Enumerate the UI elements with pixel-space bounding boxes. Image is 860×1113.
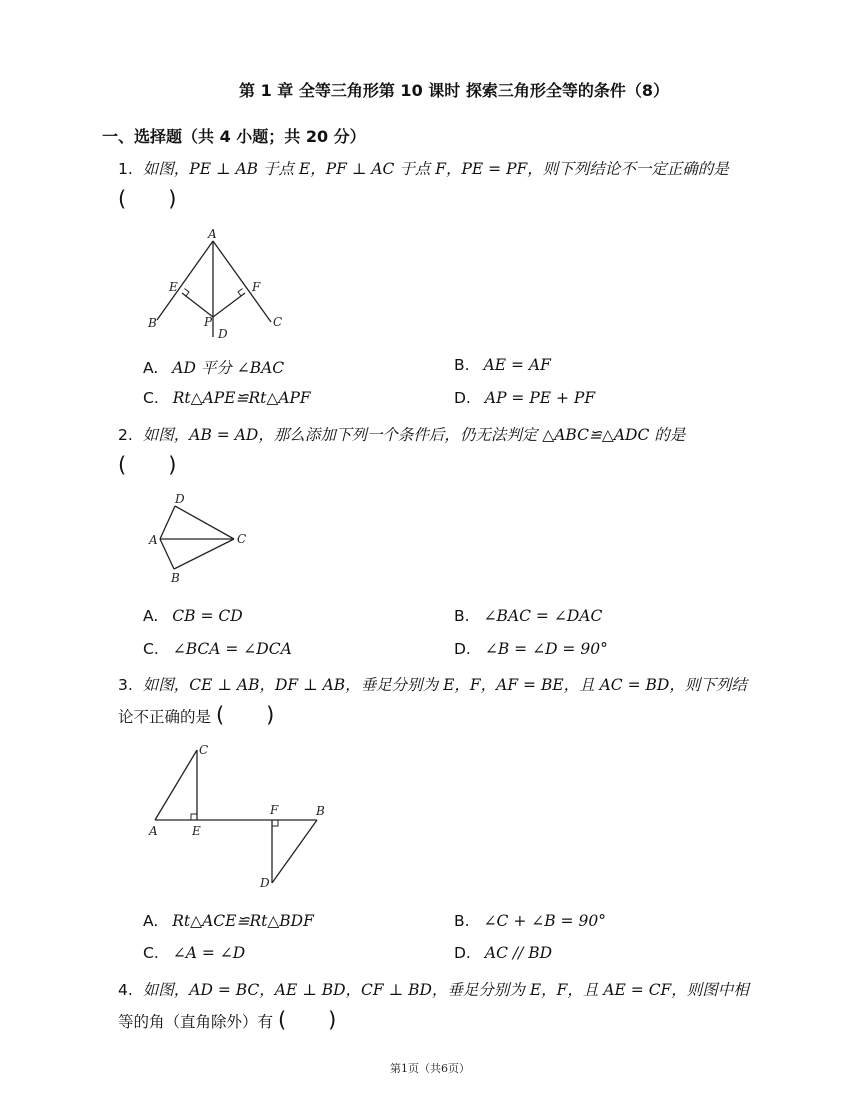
figure-q2 <box>145 490 255 590</box>
question-2 <box>118 420 768 482</box>
option-1a[interactable]: A. AD 平分 ∠BAC <box>143 359 285 377</box>
answer-bracket[interactable]: ( ) <box>215 703 275 727</box>
question-text: 如图，CE ⊥ AB，DF ⊥ AB，垂足分别为 E，F，AF = BE，且 AC = BD，则下列结 <box>142 676 747 694</box>
label-f: F <box>252 280 261 294</box>
question-number: 2. <box>118 426 133 444</box>
label-a: A <box>208 227 217 241</box>
section-heading: 一、选择题（共 4 小题；共 20 分） <box>102 127 366 146</box>
option-3a[interactable]: A. Rt△ACE≌Rt△BDF <box>143 912 314 930</box>
answer-bracket[interactable]: ( ) <box>118 187 177 211</box>
question-text: 如图，AD = BC，AE ⊥ BD，CF ⊥ BD，垂足分别为 E，F，且 AE = CF，则图中相 <box>142 981 749 999</box>
option-1c[interactable]: C. Rt△APE≌Rt△APF <box>143 389 311 407</box>
question-4 <box>118 975 768 1037</box>
question-text-cont: 论不正确的是 <box>118 708 212 726</box>
option-1b[interactable]: B. AE = AF <box>454 356 551 374</box>
label-d: D <box>218 327 228 341</box>
figure-q3 <box>140 738 340 893</box>
label-b: B <box>171 571 180 585</box>
option-2d[interactable]: D. ∠B = ∠D = 90° <box>454 640 608 658</box>
question-1 <box>118 154 768 216</box>
figure-q1 <box>140 225 300 345</box>
label-c: C <box>199 743 209 757</box>
label-f: F <box>270 803 279 817</box>
question-text: 如图，AB = AD，那么添加下列一个条件后，仍无法判定 △ABC≌△ADC 的是 <box>142 426 686 444</box>
option-3c[interactable]: C. ∠A = ∠D <box>143 944 246 962</box>
label-e: E <box>192 824 201 838</box>
label-d: D <box>260 876 270 890</box>
option-2c[interactable]: C. ∠BCA = ∠DCA <box>143 640 292 658</box>
option-2a[interactable]: A. CB = CD <box>143 607 243 625</box>
question-text: 如图，PE ⊥ AB 于点 E，PF ⊥ AC 于点 F，PE = PF，则下列结论不一定正确的是 <box>142 160 729 178</box>
label-e: E <box>169 280 178 294</box>
question-3 <box>118 670 768 732</box>
label-a: A <box>149 824 158 838</box>
question-number: 1. <box>118 160 133 178</box>
answer-bracket[interactable]: ( ) <box>118 453 177 477</box>
label-d: D <box>175 492 185 506</box>
option-2b[interactable]: B. ∠BAC = ∠DAC <box>454 607 603 625</box>
label-a: A <box>149 533 158 547</box>
option-1d[interactable]: D. AP = PE + PF <box>454 389 596 407</box>
label-b: B <box>148 316 157 330</box>
option-3b[interactable]: B. ∠C + ∠B = 90° <box>454 912 606 930</box>
option-3d[interactable]: D. AC // BD <box>454 944 553 962</box>
label-c: C <box>273 315 283 329</box>
question-text-cont: 等的角（直角除外）有 <box>118 1013 274 1031</box>
question-number: 3. <box>118 676 133 694</box>
page-footer: 第1页（共6页） <box>390 1062 470 1075</box>
page-title: 第 1 章 全等三角形第 10 课时 探索三角形全等的条件（8） <box>239 81 669 100</box>
answer-bracket[interactable]: ( ) <box>277 1008 337 1032</box>
question-number: 4. <box>118 981 133 999</box>
label-b: B <box>316 804 325 818</box>
label-c: C <box>237 532 247 546</box>
label-p: P <box>204 315 213 329</box>
